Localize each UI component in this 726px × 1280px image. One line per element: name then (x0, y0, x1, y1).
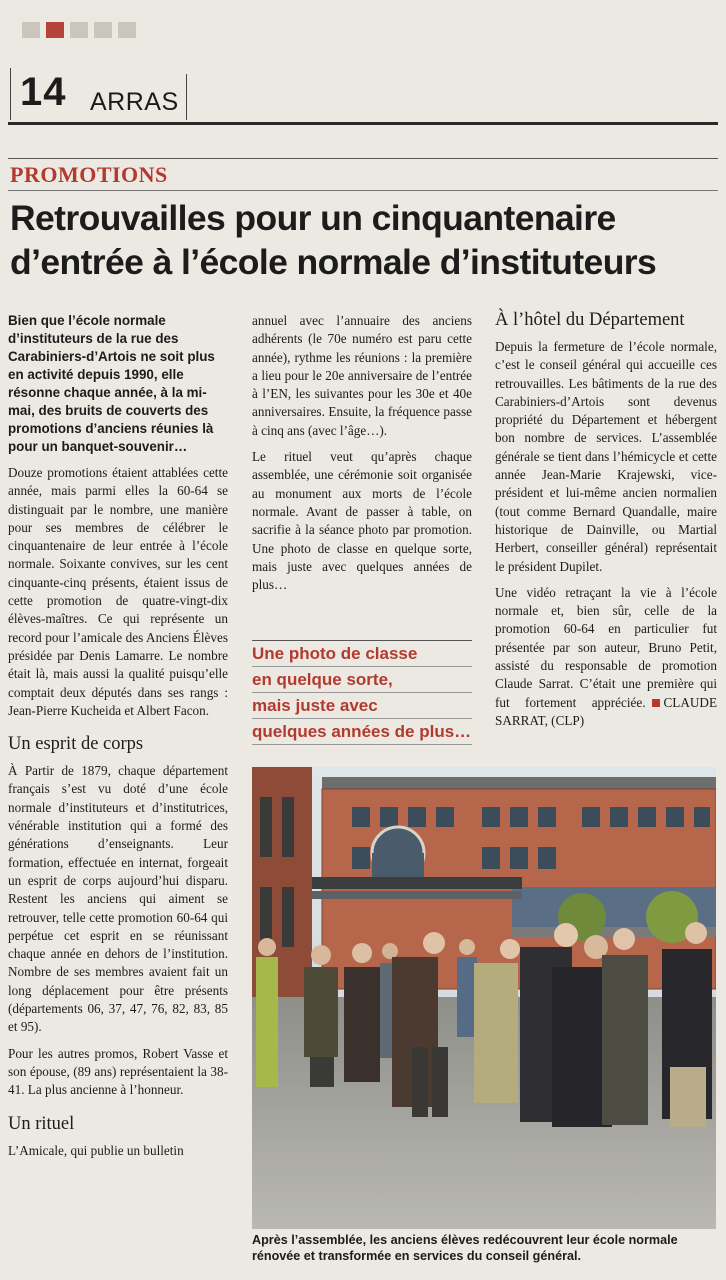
header-square-red (46, 22, 64, 38)
pull-quote-line: en quelque sorte, (252, 667, 472, 693)
article-column-3 (495, 310, 717, 738)
subheading-rituel: Un rituel (8, 1113, 75, 1134)
article-headline: Retrouvailles pour un cinquantenaire d’entrée à l’école normale d’instituteurs (10, 198, 657, 282)
header-square (70, 22, 88, 38)
article-kicker: PROMOTIONS (10, 162, 168, 187)
header-square (22, 22, 40, 38)
photo-caption: Après l’assemblée, les anciens élèves redécouvrent leur école normale rénovée et transformée en services du conseil général. (252, 1233, 678, 1263)
kicker-rule-top (8, 158, 718, 159)
folio-left-rule (10, 68, 11, 120)
subheading-esprit-de-corps: Un esprit de corps (8, 734, 144, 755)
header-square (94, 22, 112, 38)
article-photo (252, 767, 716, 1229)
pull-quote-line: mais juste avec (252, 693, 472, 719)
photo-illustration (252, 767, 716, 1229)
article-paragraph: Pour les autres promos, Robert Vasse et son épouse, (89 ans) représentaient la 38-41. La plus ancienne à l’honneur. (8, 1045, 228, 1098)
article-paragraph: Depuis la fermeture de l’école normale, c’est le conseil général qui accueille ces retrouvailles. Les bâtiments de la rue des Carabiniers-d’Artois sont devenus propriété du Département et hébergent bon nombre de services. L’assemblée générale se tient dans l’hémicycle et cette année Jean-Marie Krajewski, vice-président et lui-même ancien normalien (tout comme Bernard Quandalle, maire historique de Dainville, ou Martial Herbert, conseiller général) représentait le président Dupilet. (495, 339, 717, 574)
header-rule (8, 122, 718, 125)
pull-quote (252, 640, 472, 745)
header-color-squares (22, 22, 136, 38)
article-paragraph-text: Une vidéo retraçant la vie à l’école normale et, bien sûr, celle de la promotion 60-64 en particulier fut présentée par son auteur, Bruno Petit, assisté du responsable de promotion Claude Sarrat. C’était une première qui fut fortement appréciée. (495, 584, 717, 710)
article-paragraph: À Partir de 1879, chaque département français s’est vu doté d’une école normale d’instituteurs et d’institutrices, vénérable institution qui a formé des générations d’enseignants. Leur formation, effectuée en internat, forgeait un esprit de corps aujourd’hui disparu. Restent les anciens qui aiment se retrouver, telle cette promotion 60-64 qui perpétue cet esprit en se réunissant chaque année en dehors de l’institution. Nombre de ses membres avaient fait un long déplacement pour être présents (départements 06, 37, 47, 76, 82, 83, 85 et 95). (8, 763, 228, 1035)
article-paragraph: annuel avec l’annuaire des anciens adhérents (le 70e numéro est paru cette année), rythme les réunions : la première a lieu pour le 20e anniversaire de l’entrée à l’EN, les suivantes pour les 30e et 40e anniversaires. Ensuite, la fréquence passe à cinq ans (avec l’âge…). (252, 313, 472, 438)
article-paragraph (495, 584, 717, 730)
folio-separator (186, 74, 187, 120)
page-number: 14 (20, 70, 67, 114)
article-lead: Bien que l’école normale d’instituteurs de la rue des Carabiniers-d’Artois ne soit plus en activité depuis 1990, elle résonne chaque année, à la mi-mai, des bruits de couverts des promotions d’anciens réunies là pour un banquet-souvenir… (8, 313, 215, 454)
pull-quote-line: Une photo de classe (252, 641, 472, 667)
article-column-2 (252, 312, 472, 602)
kicker-rule-bottom (8, 190, 718, 191)
article-paragraph: L’Amicale, qui publie un bulletin (8, 1142, 184, 1158)
article-paragraph: Le rituel veut qu’après chaque assemblée, une cérémonie soit organisée au monument aux morts de l’école normale. Avant de passer à table, on sacrifie à la séance photo par promotion. Une photo de classe en quelque sorte, mais juste avec quelques années de plus… (252, 449, 472, 593)
author-signature: CLAUDE SARRAT, (CLP) (495, 694, 717, 728)
pull-quote-line: quelques années de plus… (252, 719, 472, 745)
header-square (118, 22, 136, 38)
article-paragraph: Douze promotions étaient attablées cette année, mais parmi elles la 60-64 se distinguait par le nombre, une manière pour ses membres de célébrer le cinquantenaire de leur entrée à l’école normale. Soixante convives, sur les cent cinquante-cinq présents, étaient issus de cette promotion de quatre-vingt-dix élèves-maîtres. Ce qui représente un record pour l’amicale des Anciens Élèves présidée par Denis Lamarre. Le nombre était là, mais aussi la qualité puisqu’elle comptait deux députés dans ses rangs : Jean-Pierre Kucheida et Albert Facon. (8, 465, 228, 718)
signature-square-icon (652, 699, 660, 707)
section-title: ARRAS (90, 88, 179, 116)
article-column-1 (8, 312, 228, 1168)
subheading-hotel-du-departement: À l’hôtel du Département (495, 310, 685, 330)
